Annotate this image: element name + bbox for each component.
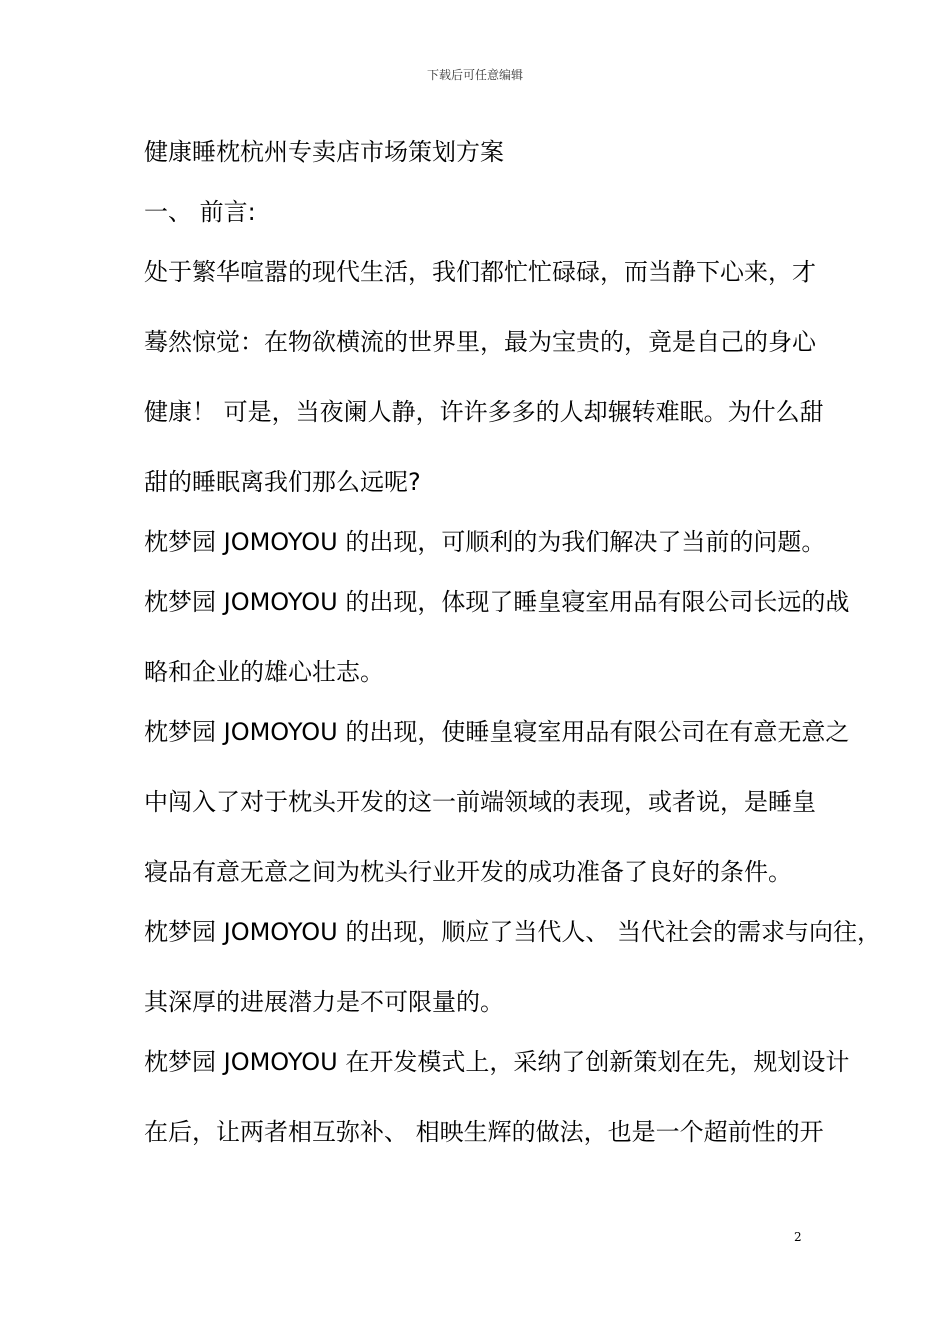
paragraph-line: 在后，让两者相互弥补、 相映生辉的做法，也是一个超前性的开 bbox=[144, 1118, 824, 1146]
section-heading: 一、 前言: bbox=[144, 198, 256, 226]
paragraph-line: 略和企业的雄心壮志。 bbox=[144, 658, 384, 686]
paragraph-line: 寝品有意无意之间为枕头行业开发的成功准备了良好的条件。 bbox=[144, 858, 792, 886]
paragraph-line: 中闯入了对于枕头开发的这一前端领域的表现，或者说，是睡皇 bbox=[144, 788, 816, 816]
paragraph-line: 枕梦园 JOMOYOU 在开发模式上，采纳了创新策划在先，规划设计 bbox=[144, 1048, 850, 1076]
paragraph-line: 处于繁华喧嚣的现代生活，我们都忙忙碌碌，而当静下心来，才 bbox=[144, 258, 816, 286]
paragraph-line: 枕梦园 JOMOYOU 的出现，可顺利的为我们解决了当前的问题。 bbox=[144, 528, 826, 556]
paragraph-line: 枕梦园 JOMOYOU 的出现，体现了睡皇寝室用品有限公司长远的战 bbox=[144, 588, 850, 616]
paragraph-line: 枕梦园 JOMOYOU 的出现，使睡皇寝室用品有限公司在有意无意之 bbox=[144, 718, 850, 746]
paragraph-line: 其深厚的进展潜力是不可限量的。 bbox=[144, 988, 504, 1016]
page-number: 2 bbox=[794, 1230, 802, 1244]
paragraph-line: 健康！ 可是，当夜阑人静，许许多多的人却辗转难眠。为什么甜 bbox=[144, 398, 824, 426]
paragraph-line: 蓦然惊觉：在物欲横流的世界里，最为宝贵的，竟是自己的身心 bbox=[144, 328, 816, 356]
header-note: 下载后可任意编辑 bbox=[426, 68, 523, 82]
paragraph-line: 枕梦园 JOMOYOU 的出现，顺应了当代人、 当代社会的需求与向往， bbox=[144, 918, 881, 946]
paragraph-line: 甜的睡眠离我们那么远呢? bbox=[144, 468, 421, 496]
document-title: 健康睡枕杭州专卖店市场策划方案 bbox=[144, 138, 504, 166]
